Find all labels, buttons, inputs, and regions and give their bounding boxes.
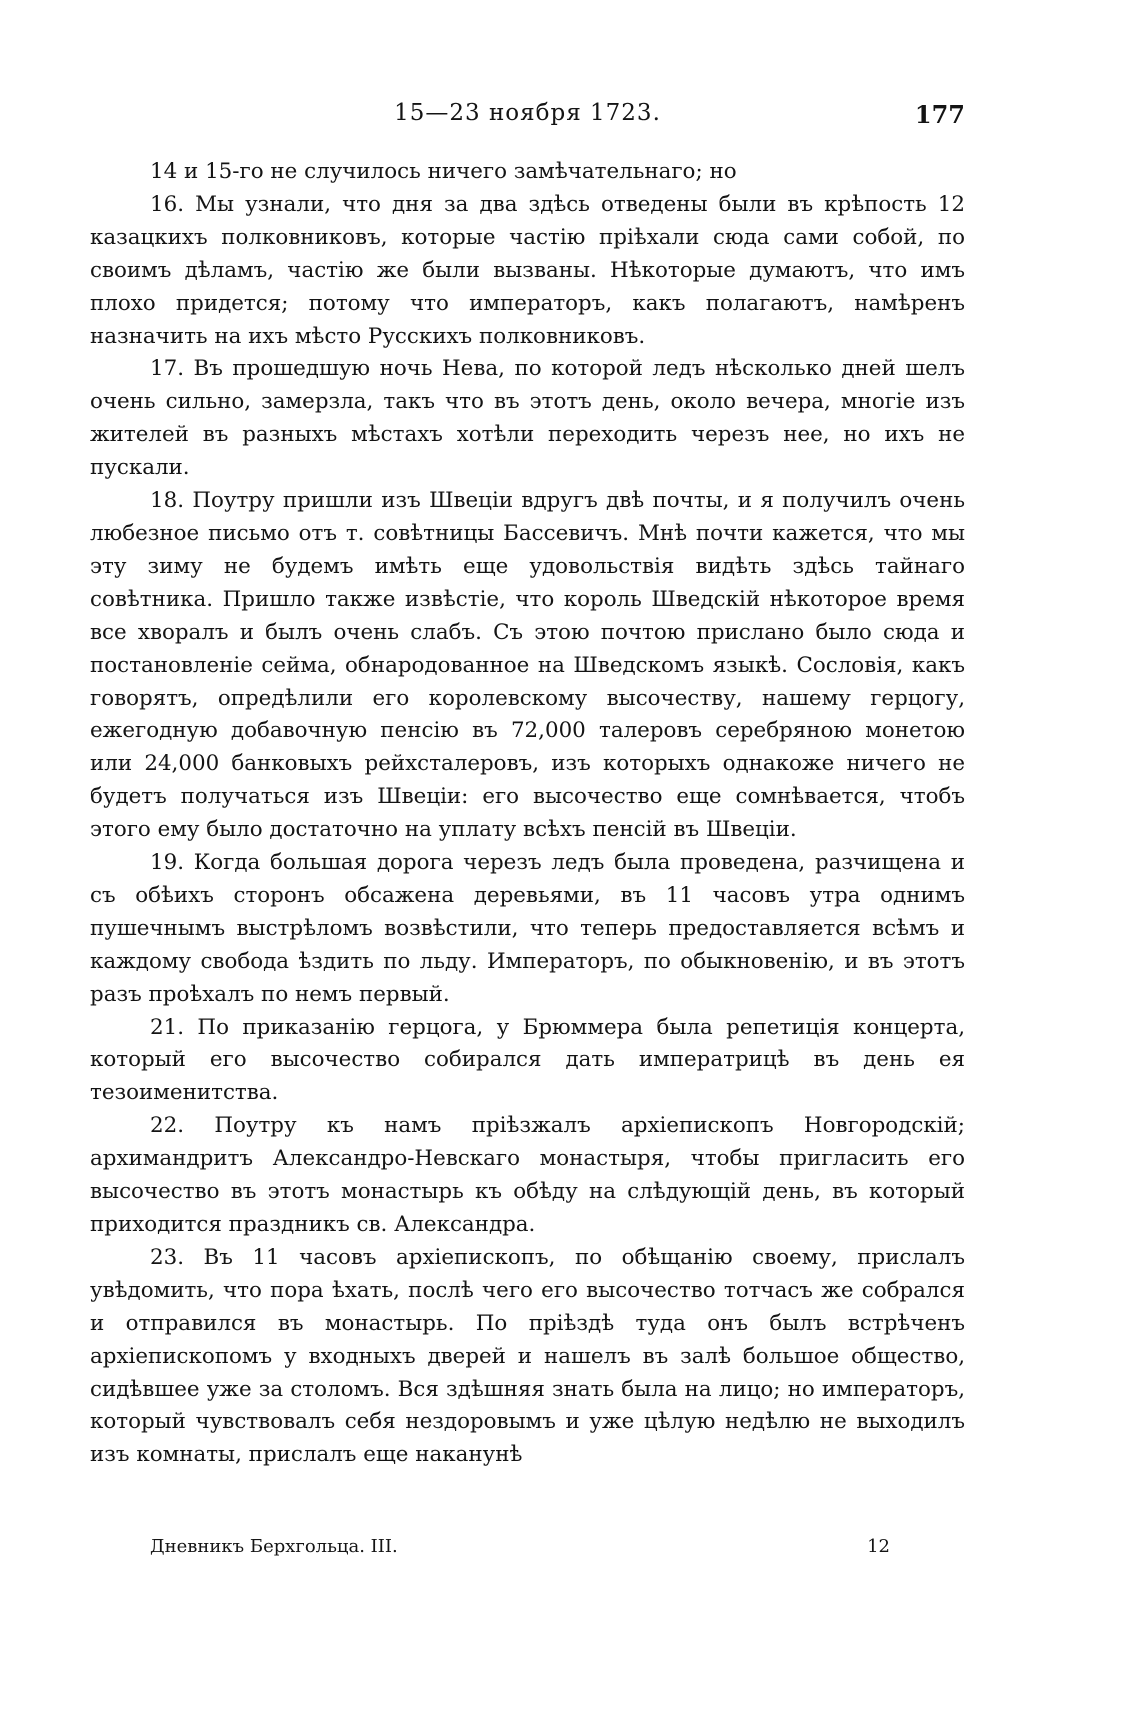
page-header <box>90 100 965 140</box>
paragraph: 21. По приказанію герцога, у Брюммера была репетиція концерта, который его высочество собирался дать императрицѣ въ день ея тезоименитства. <box>90 1014 965 1106</box>
signature-mark: 12 <box>867 1536 890 1557</box>
paragraph: 17. Въ прошедшую ночь Нева, по которой ледъ нѣсколько дней шелъ очень сильно, замерзла, такъ что въ этотъ день, около вечера, многіе изъ жителей въ разныхъ мѣстахъ хотѣли переходить черезъ нее, но ихъ не пускали. <box>90 356 965 481</box>
page-number: 177 <box>914 100 965 129</box>
paragraph: 14 и 15-го не случилось ничего замѣчательнаго; но <box>150 159 737 184</box>
paragraph: 18. Поутру пришли изъ Швеціи вдругъ двѣ почты, и я получилъ очень любезное письмо отъ т. совѣтницы Бассевичъ. Мнѣ почти кажется, что мы эту зиму не будемъ имѣть еще удовольствія видѣть здѣсь тайнаго совѣтника. Пришло также извѣстіе, что король Шведскій нѣкоторое время все хворалъ и былъ очень слабъ. Съ этою почтою прислано было сюда и постановленіе сейма, обнародованное на Шведскомъ языкѣ. Сословія, какъ говорятъ, опредѣлили его королевскому высочеству, нашему герцогу, ежегодную добавочную пенсію въ 72,000 талеровъ серебряною монетою или 24,000 банковыхъ рейхсталеровъ, изъ которыхъ однакоже ничего не будетъ получаться изъ Швеціи: его высочество еще сомнѣвается, чтобъ этого ему было достаточно на уплату всѣхъ пенсій въ Швеціи. <box>90 488 965 843</box>
paragraph: 23. Въ 11 часовъ архіепископъ, по обѣщанію своему, прислалъ увѣдомить, что пора ѣхать, послѣ чего его высочество тотчасъ же собрался и отправился въ монастырь. По пріѣздѣ туда онъ былъ встрѣченъ архіепископомъ у входныхъ дверей и нашелъ въ залѣ большое общество, сидѣвшее уже за столомъ. Вся здѣшняя знать была на лицо; но императоръ, который чувствовалъ себя нездоровымъ и уже цѣлую недѣлю не выходилъ изъ комнаты, прислалъ еще наканунѣ <box>90 1244 965 1468</box>
running-head: 15—23 ноября 1723. <box>394 100 661 126</box>
page-footer <box>140 1536 940 1566</box>
body-text <box>90 156 965 1472</box>
paragraph: 22. Поутру къ намъ пріѣзжалъ архіепископъ Новгородскій; архимандритъ Александро-Невскаго монастыря, чтобы пригласить его высочество въ этотъ монастырь къ обѣду на слѣдующій день, въ который приходится праздникъ св. Александра. <box>90 1113 965 1237</box>
paragraph: 19. Когда большая дорога черезъ ледъ была проведена, разчищена и съ обѣихъ сторонъ обсажена деревьями, въ 11 часовъ утра однимъ пушечнымъ выстрѣломъ возвѣстили, что теперь предоставляется всѣмъ и каждому свобода ѣздить по льду. Императоръ, по обыкновенію, и въ этотъ разъ проѣхалъ по немъ первый. <box>90 850 965 1007</box>
footer-source: Дневникъ Берхгольца. III. <box>150 1536 398 1557</box>
paragraph: 16. Мы узнали, что дня за два здѣсь отведены были въ крѣпость 12 казацкихъ полковниковъ, которые частію пріѣхали сюда сами собой, по своимъ дѣламъ, частію же были вызваны. Нѣкоторые думаютъ, что имъ плохо придется; потому что императоръ, какъ полагаютъ, намѣренъ назначить на ихъ мѣсто Русскихъ полковниковъ. <box>90 191 965 349</box>
